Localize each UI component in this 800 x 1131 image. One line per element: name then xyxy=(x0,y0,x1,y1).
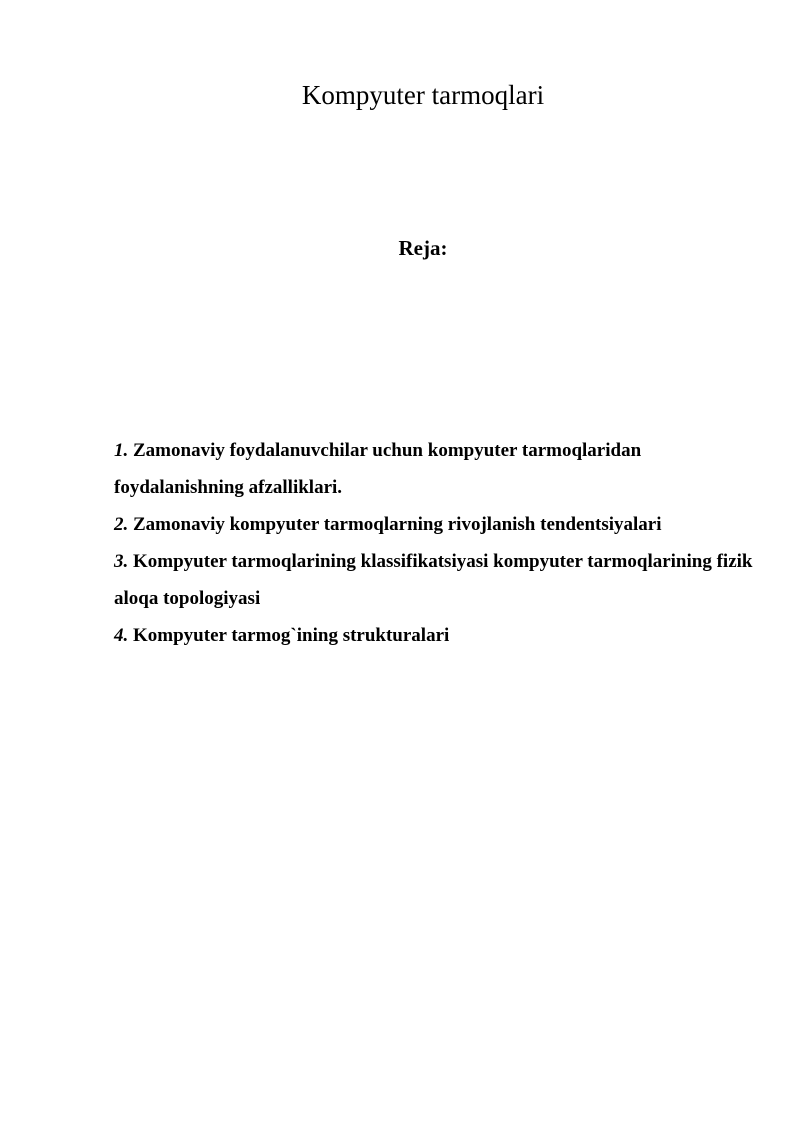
plan-item-number: 4. xyxy=(114,625,129,646)
document-title: Kompyuter tarmoqlari xyxy=(301,80,545,110)
plan-item-number: 3. xyxy=(114,551,129,572)
plan-item-number: 2. xyxy=(114,514,129,535)
plan-item xyxy=(114,432,754,506)
plan-item xyxy=(114,506,754,543)
plan-item-text: Zamonaviy kompyuter tarmoqlarning rivojlanish tendentsiyalari xyxy=(133,514,662,535)
plan-item-text: Kompyuter tarmog`ining strukturalari xyxy=(133,625,450,646)
plan-heading: Reja: xyxy=(398,236,448,260)
plan-item-text: Kompyuter tarmoqlarining klassifikatsiyasi kompyuter tarmoqlarining fizik aloqa topologiyasi xyxy=(114,551,753,609)
plan-item-text: Zamonaviy foydalanuvchilar uchun kompyuter tarmoqlaridan foydalanishning afzalliklari. xyxy=(114,440,642,498)
plan-list xyxy=(114,432,754,654)
plan-item-number: 1. xyxy=(114,440,129,461)
plan-item xyxy=(114,617,754,654)
plan-item xyxy=(114,543,754,617)
